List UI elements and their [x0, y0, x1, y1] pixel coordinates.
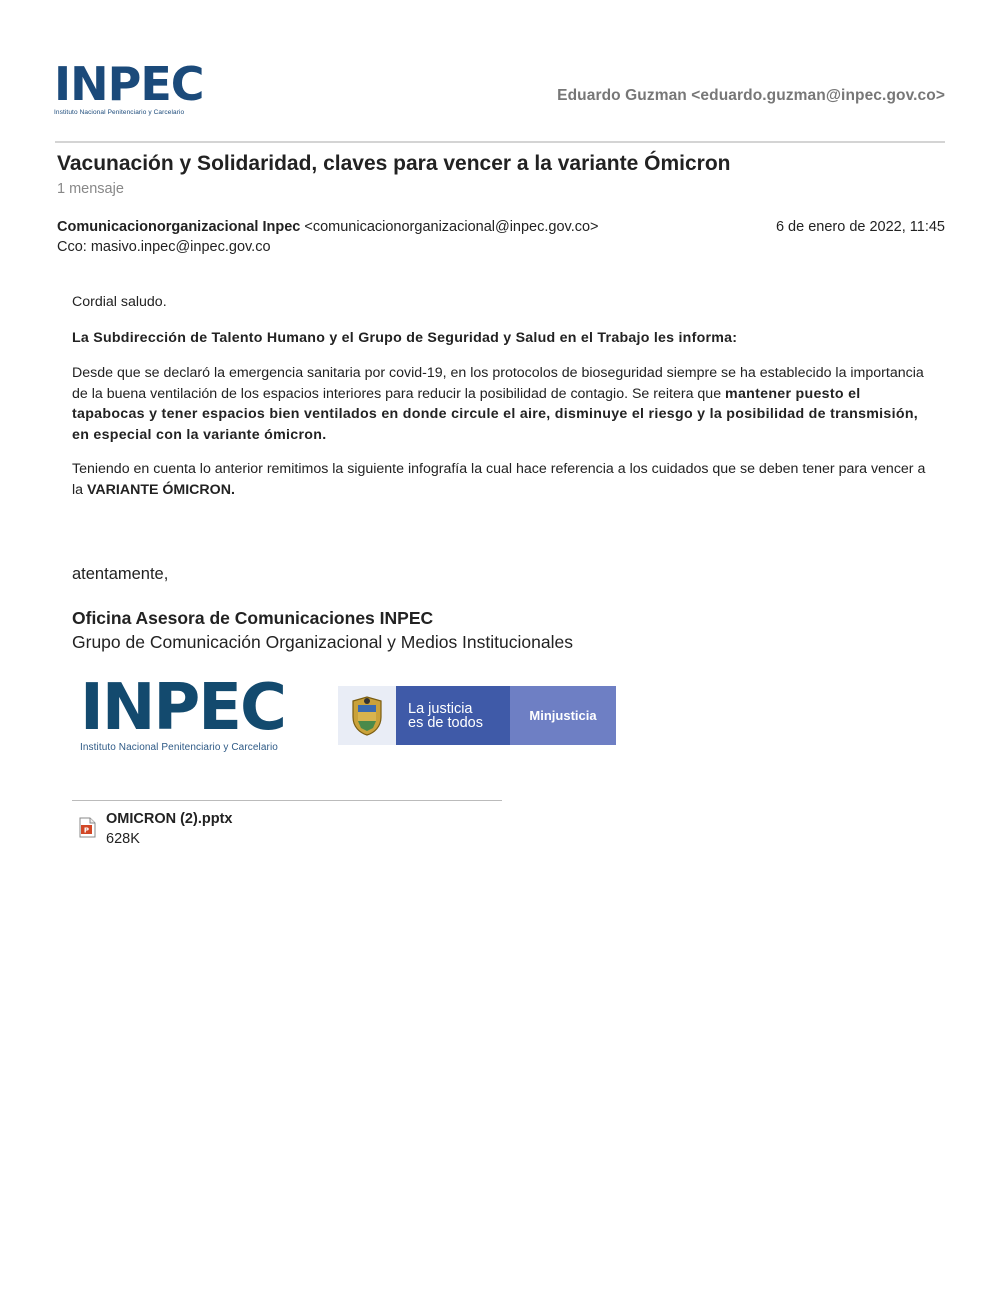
- inpec-header-logo: [54, 57, 224, 120]
- banner-line-1: La justicia: [408, 701, 473, 717]
- logo-text: INPEC: [54, 57, 204, 111]
- gov-banner: [338, 686, 616, 745]
- body-heading: La Subdirección de Talento Humano y el Grupo de Seguridad y Salud en el Trabajo les informa:: [72, 329, 738, 346]
- message-count: 1 mensaje: [57, 181, 124, 197]
- thread-subject: Vacunación y Solidaridad, claves para vencer a la variante Ómicron: [57, 152, 731, 175]
- sender-line: [57, 219, 599, 235]
- signature-logo-wordmark: [80, 671, 325, 745]
- body-paragraph-2: [72, 459, 932, 500]
- message-body: [72, 292, 932, 500]
- svg-text:P: P: [83, 826, 90, 835]
- attachment-name[interactable]: OMICRON (2).pptx: [106, 811, 233, 827]
- header-divider: [55, 141, 945, 143]
- attachment-size: 628K: [106, 831, 140, 847]
- bcc-line: Cco: masivo.inpec@inpec.gov.co: [57, 239, 271, 255]
- signature-logo-subtitle: Instituto Nacional Penitenciario y Carcelario: [80, 742, 278, 753]
- justicia-banner-text: [396, 686, 510, 745]
- signature-subtitle: Grupo de Comunicación Organizacional y Medios Institucionales: [72, 632, 573, 652]
- attachment-divider: [72, 800, 502, 801]
- greeting: Cordial saludo.: [72, 294, 167, 310]
- paragraph-1-bold: mantener puesto el tapabocas y tener espacios bien ventilados en donde circule el aire, disminuye el riesgo y la posibilidad de transmisión, en especial con la variante ómicron.: [72, 385, 919, 443]
- minjusticia-label: Minjusticia: [510, 686, 616, 745]
- paragraph-1-text: Desde que se declaró la emergencia sanitaria por covid-19, en los protocolos de bioseguridad siempre se ha establecido la importancia de la buena ventilación de los espacios interiores para reducir la posibilidad de contagio. Se reitera que: [72, 365, 924, 402]
- banner-line-2: es de todos: [408, 715, 483, 731]
- paragraph-2-text: Teniendo en cuenta lo anterior remitimos la siguiente infografía la cual hace referencia a los cuidados que se deben tener para vencer a la: [72, 461, 926, 498]
- sender-email[interactable]: <comunicacionorganizacional@inpec.gov.co>: [304, 219, 599, 235]
- body-paragraph-1: [72, 363, 932, 445]
- pptx-file-icon[interactable]: [79, 817, 96, 838]
- closing: atentamente,: [72, 565, 169, 583]
- signature-logo-text: INPEC: [80, 671, 285, 745]
- message-date: 6 de enero de 2022, 11:45: [775, 219, 945, 235]
- inpec-logo-wordmark: [54, 57, 224, 111]
- logo-subtitle: Instituto Nacional Penitenciario y Carcelario: [54, 109, 185, 116]
- account-address: Eduardo Guzman <eduardo.guzman@inpec.gov.co>: [557, 87, 945, 104]
- signature-title: Oficina Asesora de Comunicaciones INPEC: [72, 608, 434, 628]
- paragraph-2-bold: VARIANTE ÓMICRON.: [86, 481, 235, 498]
- inpec-signature-logo: [80, 671, 325, 758]
- sender-name[interactable]: Comunicacionorganizacional Inpec: [57, 219, 301, 235]
- colombia-crest-icon: [338, 686, 396, 745]
